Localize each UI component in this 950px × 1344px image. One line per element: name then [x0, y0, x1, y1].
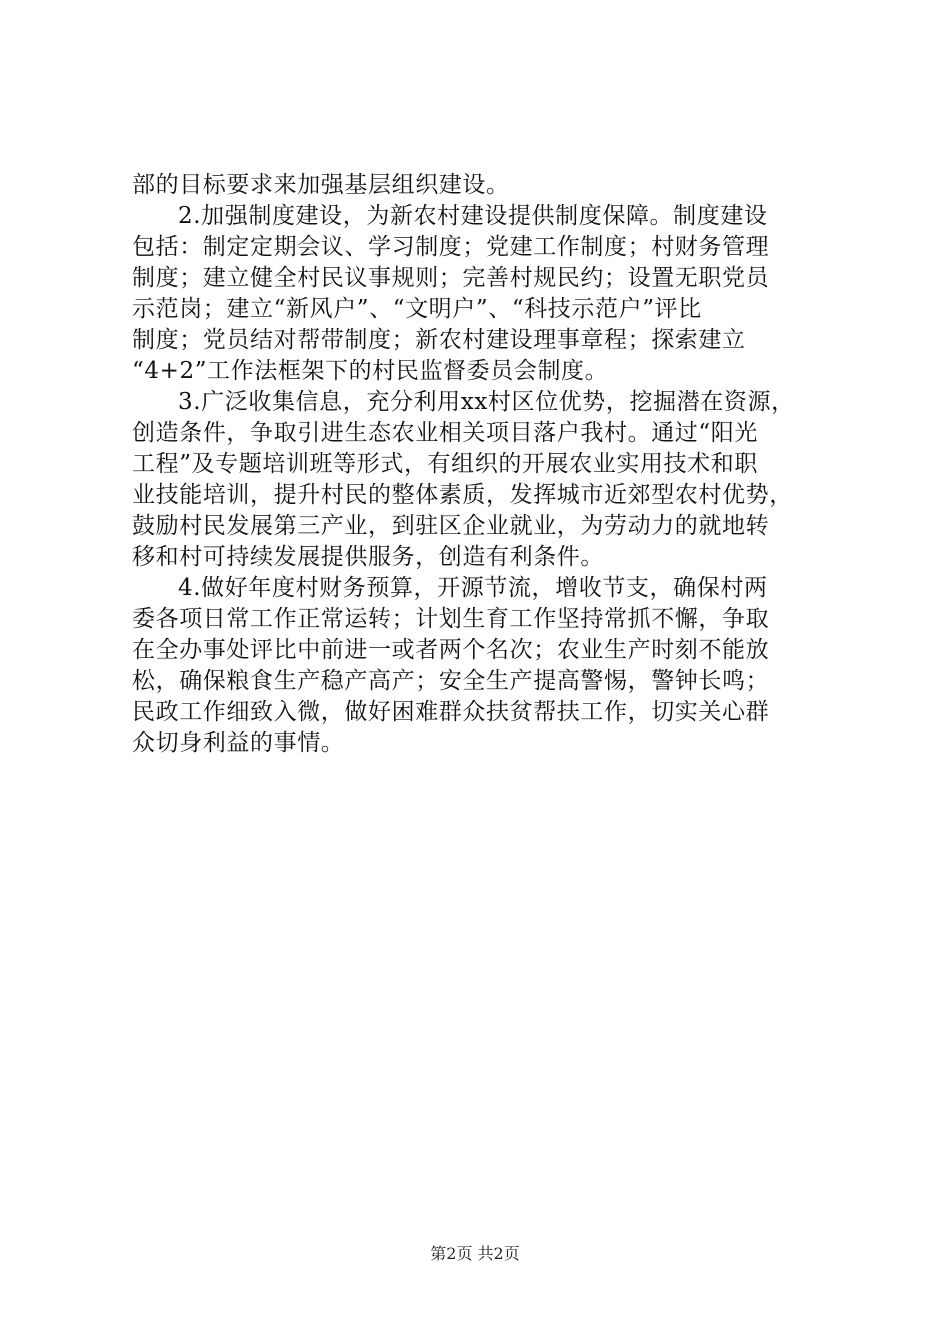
text-line: 在全办事处评比中前进一或者两个名次；农业生产时刻不能放 — [132, 637, 770, 663]
page-number-footer: 第2页 共2页 — [430, 1244, 520, 1263]
paragraph-4-start: 4.做好年度村财务预算，开源节流，增收节支，确保村两 — [178, 575, 768, 601]
text-line: “4+2”工作法框架下的村民监督委员会制度。 — [132, 358, 609, 384]
text-line: 工程”及专题培训班等形式，有组织的开展农业实用技术和职 — [132, 451, 758, 477]
body-text — [132, 170, 832, 759]
text-line: 包括：制定定期会议、学习制度；党建工作制度；村财务管理 — [132, 234, 770, 260]
paragraph-3-start: 3.广泛收集信息，充分利用xx村区位优势，挖掘潜在资源， — [178, 389, 795, 415]
text-line: 部的目标要求来加强基层组织建设。 — [132, 172, 510, 198]
text-line: 民政工作细致入微，做好困难群众扶贫帮扶工作，切实关心群 — [132, 699, 770, 725]
text-line: 创造条件，争取引进生态农业相关项目落户我村。通过“阳光 — [132, 420, 758, 446]
text-line: 制度；建立健全村民议事规则；完善村规民约；设置无职党员 — [132, 265, 770, 291]
text-line: 鼓励村民发展第三产业，到驻区企业就业，为劳动力的就地转 — [132, 513, 770, 539]
text-line: 移和村可持续发展提供服务，创造有利条件。 — [132, 544, 604, 570]
text-line: 松，确保粮食生产稳产高产；安全生产提高警惕，警钟长鸣； — [132, 668, 770, 694]
text-line: 委各项日常工作正常运转；计划生育工作坚持常抓不懈，争取 — [132, 606, 770, 632]
text-line: 众切身利益的事情。 — [132, 730, 345, 756]
text-line: 示范岗；建立“新风户”、“文明户”、“科技示范户”评比 — [132, 296, 702, 322]
text-line: 制度；党员结对帮带制度；新农村建设理事章程；探索建立 — [132, 327, 746, 353]
paragraph-2-start: 2.加强制度建设，为新农村建设提供制度保障。制度建设 — [178, 203, 768, 229]
text-line: 业技能培训，提升村民的整体素质，发挥城市近郊型农村优势， — [132, 482, 793, 508]
